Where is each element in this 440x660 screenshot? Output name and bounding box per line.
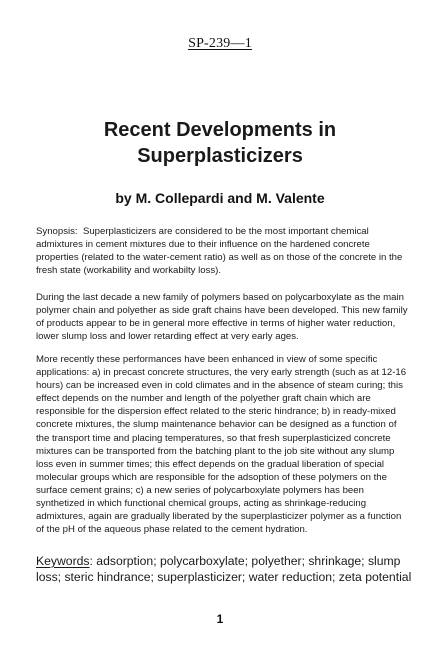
document-id — [0, 36, 440, 52]
paper-title — [20, 117, 420, 169]
keywords-paragraph — [36, 553, 416, 585]
title-line-1: Recent Developments in — [103, 119, 337, 141]
page-number: 1 — [216, 612, 224, 626]
synopsis-paragraph — [36, 225, 408, 277]
keywords-text: : adsorption; polycarboxylate; polyether; shrinkage; slump loss; steric hindrance; superplasticizer; water reduction; zeta potential — [36, 554, 412, 584]
synopsis-text: Superplasticizers are considered to be the most important chemical admixtures in cement mixtures due to their influence on the hardened concrete properties (related to the water-cement ratio) as well as on those of the concrete in the fresh state (workability and workabilty loss). — [36, 226, 403, 277]
document-id-text: SP-239—1 — [188, 36, 252, 51]
authors-line: by M. Collepardi and M. Valente — [115, 190, 325, 206]
keywords-label: Keywords — [36, 554, 90, 568]
body-paragraph-3: More recently these performances have been enhanced in view of some specific applications: a) in precast concrete structures, the very early strength (such as at 12-16 hours) can be increased even in cold climates and in the absence of steam curing; this effect depends on the number and length of the polyether graft chain which are responsible for the dispersion effect related to the steric hindrance; b) in ready-mixed concrete mixtures, the slump maintenance behavior can be designed as a function of the transport time and placing temperatures, so that fresh superplasticized concrete mixtures can be transported from the batching plant to the job site without any slump loss even in summer times; this effect depends on the gradual liberation of special molecular groups which are responsible for the adsoption of these polymers on the surface cement grains; c) a new series of polycarboxylate polymers has been synthetized in which functional chemical groups, acting as shrinkage-reducing admixtures, again are gradually liberated by the superplasticizer polymer as a function of the pH of the aqueous phase related to the cement hydration. — [36, 354, 407, 536]
title-line-2: Superplasticizers — [137, 145, 303, 167]
synopsis-label: Synopsis: — [36, 226, 78, 237]
body-paragraph-2: During the last decade a new family of polymers based on polycarboxylate as the main polymer chain and polyether as side graft chains have been developed. This new family of products appear to be in general more effective in terms of higher water reduction, lower slump loss and lower retarding effect at very early ages. — [36, 292, 408, 343]
